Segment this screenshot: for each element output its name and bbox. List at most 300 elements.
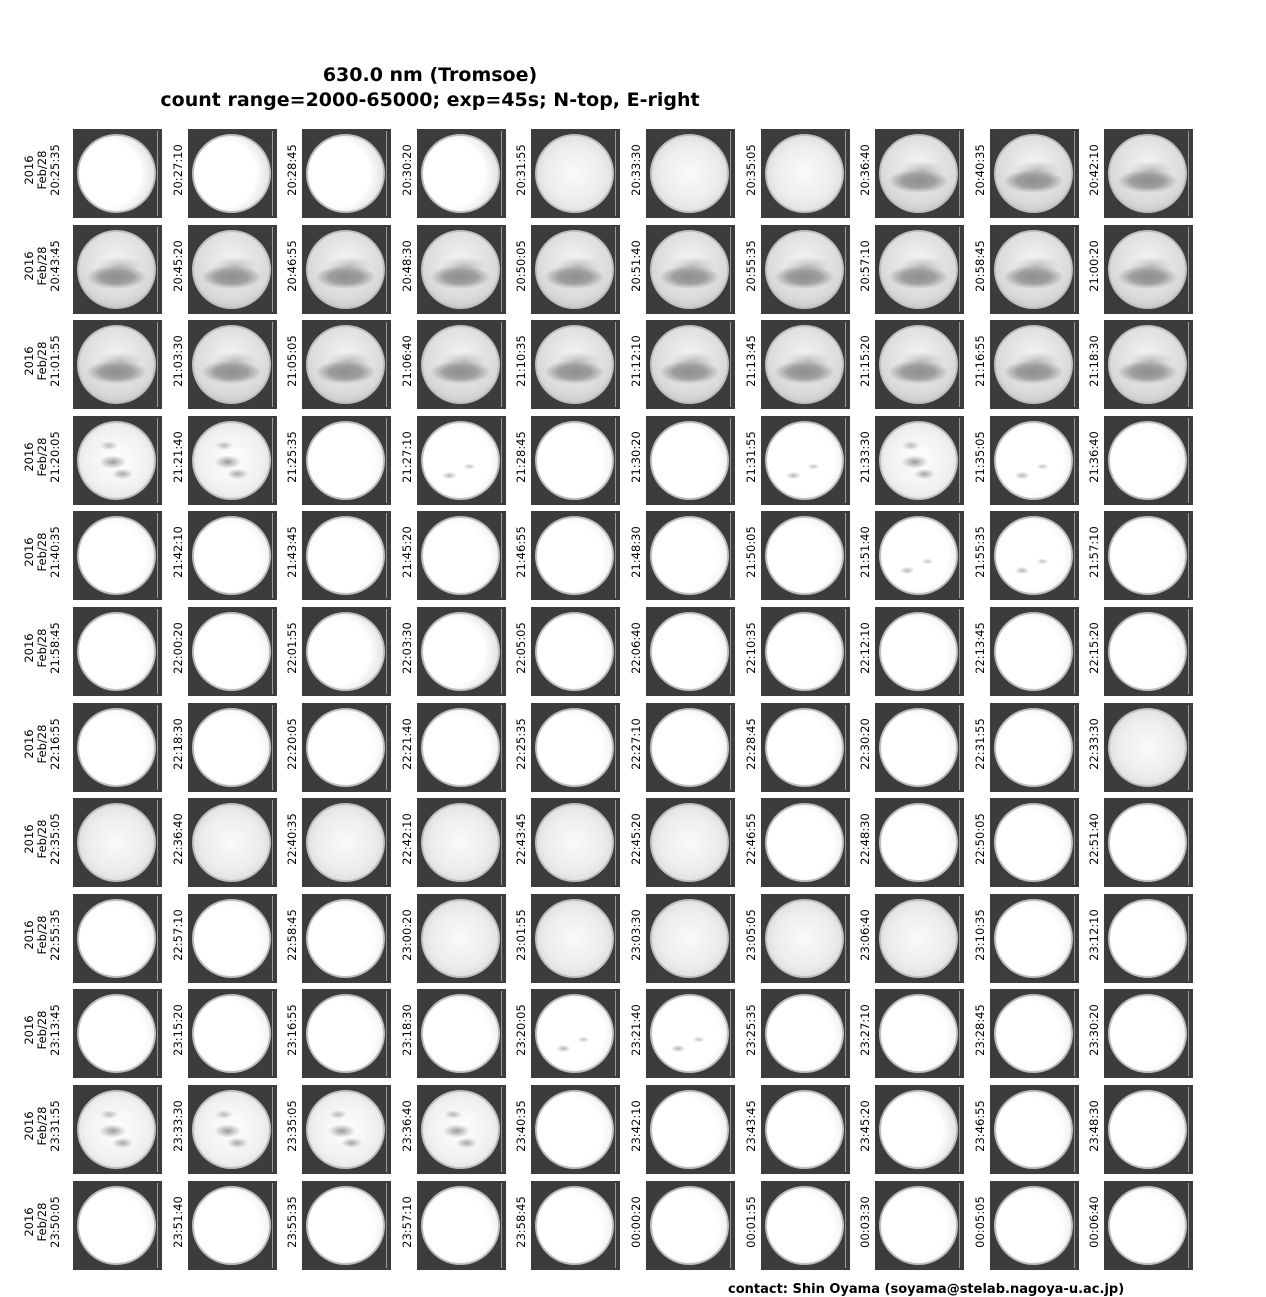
- tile-edge: [959, 1087, 960, 1172]
- tile-edge: [730, 896, 731, 981]
- row-date-time-label: 2016 Feb/28 22:55:35: [22, 909, 62, 961]
- time-label: 21:43:45: [285, 526, 299, 578]
- sky-disc: [1108, 1090, 1187, 1169]
- all-sky-image: [761, 989, 850, 1078]
- sky-disc: [535, 994, 614, 1073]
- all-sky-image: [646, 1085, 735, 1174]
- tile-edge: [157, 800, 158, 885]
- time-label: 21:35:05: [973, 431, 987, 483]
- sky-disc: [306, 1090, 385, 1169]
- time-label: 23:55:35: [285, 1196, 299, 1248]
- tile-edge: [1074, 418, 1075, 503]
- all-sky-image: [875, 1181, 964, 1270]
- tile-edge: [157, 1183, 158, 1268]
- sky-disc: [1108, 899, 1187, 978]
- tile-edge: [501, 609, 502, 694]
- time-label: 00:05:05: [973, 1196, 987, 1248]
- all-sky-image: [1104, 1085, 1193, 1174]
- tile-edge: [615, 513, 616, 598]
- tile-edge: [272, 800, 273, 885]
- time-label: 23:36:40: [400, 1100, 414, 1152]
- tile-edge: [730, 131, 731, 216]
- time-label: 23:01:55: [514, 909, 528, 961]
- sky-disc: [535, 612, 614, 691]
- all-sky-image: [302, 703, 391, 792]
- time-label: 22:36:40: [171, 813, 185, 865]
- sky-disc: [1108, 421, 1187, 500]
- time-label: 22:12:10: [858, 622, 872, 674]
- sky-disc: [192, 1186, 271, 1265]
- tile-edge: [501, 322, 502, 407]
- tile-edge: [272, 1087, 273, 1172]
- sky-disc: [535, 325, 614, 404]
- sky-disc: [535, 230, 614, 309]
- time-label: 21:50:05: [744, 526, 758, 578]
- all-sky-image: [73, 225, 162, 314]
- time-label: 22:58:45: [285, 909, 299, 961]
- all-sky-image: [73, 416, 162, 505]
- sky-disc: [994, 1090, 1073, 1169]
- time-label: 22:00:20: [171, 622, 185, 674]
- all-sky-image: [531, 511, 620, 600]
- time-label: 22:27:10: [629, 718, 643, 770]
- sky-disc: [650, 516, 729, 595]
- all-sky-image: [646, 129, 735, 218]
- all-sky-image: [875, 798, 964, 887]
- tile-edge: [959, 227, 960, 312]
- tile-edge: [1188, 418, 1189, 503]
- tile-edge: [1074, 322, 1075, 407]
- time-label: 21:57:10: [1087, 526, 1101, 578]
- sky-disc: [765, 516, 844, 595]
- tile-edge: [615, 131, 616, 216]
- tile-edge: [959, 896, 960, 981]
- time-label: 23:21:40: [629, 1004, 643, 1056]
- row-date-time-label: 2016 Feb/28 23:50:05: [22, 1196, 62, 1248]
- sky-disc: [650, 230, 729, 309]
- sky-disc: [306, 994, 385, 1073]
- sky-disc: [421, 421, 500, 500]
- sky-disc: [765, 803, 844, 882]
- all-sky-image: [646, 894, 735, 983]
- all-sky-image: [531, 1181, 620, 1270]
- tile-edge: [845, 227, 846, 312]
- tile-edge: [1074, 227, 1075, 312]
- all-sky-image: [1104, 225, 1193, 314]
- tile-edge: [1074, 800, 1075, 885]
- sky-disc: [879, 899, 958, 978]
- tile-edge: [272, 322, 273, 407]
- tile-edge: [272, 609, 273, 694]
- all-sky-image: [417, 703, 506, 792]
- time-label: 21:30:20: [629, 431, 643, 483]
- all-sky-image: [646, 320, 735, 409]
- all-sky-image: [302, 798, 391, 887]
- all-sky-image: [990, 607, 1079, 696]
- all-sky-image: [646, 798, 735, 887]
- sky-disc: [77, 516, 156, 595]
- all-sky-image: [1104, 703, 1193, 792]
- sky-disc: [650, 134, 729, 213]
- time-label: 22:21:40: [400, 718, 414, 770]
- tile-edge: [959, 513, 960, 598]
- tile-edge: [1074, 609, 1075, 694]
- time-label: 00:03:30: [858, 1196, 872, 1248]
- all-sky-image: [417, 225, 506, 314]
- time-label: 23:10:35: [973, 909, 987, 961]
- sky-disc: [879, 612, 958, 691]
- time-label: 21:33:30: [858, 431, 872, 483]
- tile-edge: [615, 1087, 616, 1172]
- sky-disc: [306, 1186, 385, 1265]
- sky-disc: [994, 1186, 1073, 1265]
- sky-disc: [306, 516, 385, 595]
- sky-disc: [421, 994, 500, 1073]
- all-sky-image: [1104, 894, 1193, 983]
- all-sky-image: [302, 129, 391, 218]
- time-label: 20:30:20: [400, 144, 414, 196]
- all-sky-image: [990, 511, 1079, 600]
- all-sky-image: [73, 607, 162, 696]
- sky-disc: [192, 325, 271, 404]
- sky-disc: [535, 803, 614, 882]
- sky-disc: [421, 899, 500, 978]
- all-sky-image: [1104, 989, 1193, 1078]
- all-sky-image: [646, 511, 735, 600]
- all-sky-image: [417, 320, 506, 409]
- sky-disc: [879, 421, 958, 500]
- time-label: 23:51:40: [171, 1196, 185, 1248]
- row-date-time-label: 2016 Feb/28 21:01:55: [22, 335, 62, 387]
- all-sky-image: [531, 129, 620, 218]
- tile-edge: [386, 227, 387, 312]
- all-sky-image: [302, 1181, 391, 1270]
- sky-disc: [1108, 516, 1187, 595]
- all-sky-image: [875, 416, 964, 505]
- tile-edge: [845, 322, 846, 407]
- all-sky-image: [875, 607, 964, 696]
- sky-disc: [765, 994, 844, 1073]
- all-sky-image: [417, 989, 506, 1078]
- all-sky-image: [761, 225, 850, 314]
- all-sky-image: [1104, 607, 1193, 696]
- tile-edge: [386, 705, 387, 790]
- all-sky-image: [73, 703, 162, 792]
- all-sky-image: [531, 1085, 620, 1174]
- time-label: 21:10:35: [514, 335, 528, 387]
- sky-disc: [1108, 230, 1187, 309]
- tile-edge: [730, 705, 731, 790]
- time-label: 21:13:45: [744, 335, 758, 387]
- time-label: 23:16:55: [285, 1004, 299, 1056]
- all-sky-image: [990, 1181, 1079, 1270]
- all-sky-image: [417, 894, 506, 983]
- sky-disc: [1108, 134, 1187, 213]
- row-date-time-label: 2016 Feb/28 21:58:45: [22, 622, 62, 674]
- tile-edge: [730, 322, 731, 407]
- all-sky-image: [188, 1181, 277, 1270]
- tile-edge: [615, 800, 616, 885]
- sky-disc: [765, 708, 844, 787]
- all-sky-image: [188, 320, 277, 409]
- all-sky-image: [761, 1085, 850, 1174]
- tile-edge: [272, 513, 273, 598]
- contact-credit: contact: Shin Oyama (soyama@stelab.nagoya-u.ac.jp): [728, 1282, 1125, 1297]
- tile-edge: [615, 705, 616, 790]
- time-label: 22:10:35: [744, 622, 758, 674]
- tile-edge: [501, 418, 502, 503]
- sky-disc: [192, 230, 271, 309]
- all-sky-image: [990, 894, 1079, 983]
- sky-disc: [650, 612, 729, 691]
- tile-edge: [386, 896, 387, 981]
- time-label: 22:45:20: [629, 813, 643, 865]
- sky-disc: [994, 708, 1073, 787]
- all-sky-image: [302, 225, 391, 314]
- all-sky-image: [1104, 416, 1193, 505]
- all-sky-image: [761, 511, 850, 600]
- tile-edge: [959, 991, 960, 1076]
- all-sky-image: [761, 798, 850, 887]
- time-label: 21:03:30: [171, 335, 185, 387]
- sky-disc: [77, 325, 156, 404]
- time-label: 22:18:30: [171, 718, 185, 770]
- time-label: 23:57:10: [400, 1196, 414, 1248]
- tile-edge: [1188, 896, 1189, 981]
- all-sky-image: [875, 129, 964, 218]
- time-label: 21:00:20: [1087, 240, 1101, 292]
- time-label: 23:25:35: [744, 1004, 758, 1056]
- time-label: 23:12:10: [1087, 909, 1101, 961]
- tile-edge: [157, 705, 158, 790]
- tile-edge: [730, 513, 731, 598]
- tile-edge: [272, 896, 273, 981]
- sky-disc: [306, 612, 385, 691]
- time-label: 23:30:20: [1087, 1004, 1101, 1056]
- tile-edge: [501, 991, 502, 1076]
- all-sky-image: [531, 989, 620, 1078]
- tile-edge: [1188, 800, 1189, 885]
- all-sky-image: [73, 798, 162, 887]
- time-label: 22:05:05: [514, 622, 528, 674]
- all-sky-image: [761, 894, 850, 983]
- sky-disc: [535, 1090, 614, 1169]
- sky-disc: [994, 899, 1073, 978]
- all-sky-image: [188, 129, 277, 218]
- time-label: 20:28:45: [285, 144, 299, 196]
- sky-disc: [650, 1090, 729, 1169]
- tile-edge: [501, 705, 502, 790]
- tile-edge: [730, 609, 731, 694]
- all-sky-image: [417, 607, 506, 696]
- time-label: 21:31:55: [744, 431, 758, 483]
- all-sky-image: [646, 225, 735, 314]
- sky-disc: [421, 134, 500, 213]
- time-label: 20:45:20: [171, 240, 185, 292]
- time-label: 21:48:30: [629, 526, 643, 578]
- all-sky-image: [990, 798, 1079, 887]
- all-sky-image: [531, 703, 620, 792]
- sky-disc: [421, 1090, 500, 1169]
- tile-edge: [730, 800, 731, 885]
- sky-disc: [421, 1186, 500, 1265]
- sky-disc: [421, 516, 500, 595]
- sky-disc: [77, 803, 156, 882]
- tile-edge: [845, 896, 846, 981]
- row-date-time-label: 2016 Feb/28 23:13:45: [22, 1004, 62, 1056]
- tile-edge: [1188, 1087, 1189, 1172]
- all-sky-image: [646, 1181, 735, 1270]
- sky-disc: [535, 1186, 614, 1265]
- sky-disc: [765, 230, 844, 309]
- sky-disc: [1108, 1186, 1187, 1265]
- tile-edge: [845, 991, 846, 1076]
- tile-edge: [730, 227, 731, 312]
- tile-edge: [845, 1183, 846, 1268]
- sky-disc: [77, 708, 156, 787]
- time-label: 00:01:55: [744, 1196, 758, 1248]
- all-sky-image: [761, 703, 850, 792]
- all-sky-image: [875, 703, 964, 792]
- all-sky-image: [73, 320, 162, 409]
- sky-disc: [1108, 708, 1187, 787]
- all-sky-image: [302, 320, 391, 409]
- row-date-time-label: 2016 Feb/28 22:35:05: [22, 813, 62, 865]
- time-label: 20:58:45: [973, 240, 987, 292]
- all-sky-image: [990, 225, 1079, 314]
- tile-edge: [845, 705, 846, 790]
- time-label: 23:40:35: [514, 1100, 528, 1152]
- all-sky-image: [417, 1181, 506, 1270]
- time-label: 21:21:40: [171, 431, 185, 483]
- sky-disc: [994, 325, 1073, 404]
- tile-edge: [845, 418, 846, 503]
- tile-edge: [730, 1087, 731, 1172]
- sky-disc: [306, 899, 385, 978]
- time-label: 23:42:10: [629, 1100, 643, 1152]
- all-sky-image: [531, 320, 620, 409]
- tile-edge: [845, 513, 846, 598]
- time-label: 20:48:30: [400, 240, 414, 292]
- sky-disc: [879, 134, 958, 213]
- tile-edge: [386, 1183, 387, 1268]
- all-sky-image: [875, 989, 964, 1078]
- all-sky-image: [188, 894, 277, 983]
- tile-edge: [959, 131, 960, 216]
- time-label: 20:31:55: [514, 144, 528, 196]
- time-label: 23:00:20: [400, 909, 414, 961]
- tile-edge: [730, 1183, 731, 1268]
- time-label: 20:33:30: [629, 144, 643, 196]
- time-label: 00:06:40: [1087, 1196, 1101, 1248]
- time-label: 20:55:35: [744, 240, 758, 292]
- sky-disc: [306, 230, 385, 309]
- tile-edge: [501, 1183, 502, 1268]
- all-sky-image: [73, 511, 162, 600]
- tile-edge: [1188, 1183, 1189, 1268]
- all-sky-image: [1104, 798, 1193, 887]
- time-label: 22:57:10: [171, 909, 185, 961]
- sky-disc: [77, 134, 156, 213]
- sky-disc: [306, 325, 385, 404]
- sky-disc: [650, 325, 729, 404]
- sky-disc: [765, 1090, 844, 1169]
- time-label: 23:28:45: [973, 1004, 987, 1056]
- all-sky-image: [531, 798, 620, 887]
- time-label: 23:05:05: [744, 909, 758, 961]
- row-date-time-label: 2016 Feb/28 21:40:35: [22, 526, 62, 578]
- all-sky-image: [990, 416, 1079, 505]
- sky-disc: [192, 708, 271, 787]
- all-sky-image: [188, 607, 277, 696]
- tile-edge: [1188, 513, 1189, 598]
- time-label: 23:18:30: [400, 1004, 414, 1056]
- all-sky-image: [990, 129, 1079, 218]
- sky-disc: [879, 803, 958, 882]
- tile-edge: [1188, 991, 1189, 1076]
- all-sky-image: [188, 511, 277, 600]
- all-sky-image: [188, 798, 277, 887]
- tile-edge: [272, 991, 273, 1076]
- tile-edge: [501, 800, 502, 885]
- time-label: 21:16:55: [973, 335, 987, 387]
- all-sky-image: [73, 129, 162, 218]
- time-label: 23:20:05: [514, 1004, 528, 1056]
- tile-edge: [157, 322, 158, 407]
- tile-edge: [501, 513, 502, 598]
- tile-edge: [1074, 896, 1075, 981]
- sky-disc: [77, 994, 156, 1073]
- time-label: 22:40:35: [285, 813, 299, 865]
- sky-disc: [535, 899, 614, 978]
- time-label: 22:50:05: [973, 813, 987, 865]
- all-sky-image: [417, 1085, 506, 1174]
- time-label: 21:18:30: [1087, 335, 1101, 387]
- time-label: 21:45:20: [400, 526, 414, 578]
- time-label: 22:06:40: [629, 622, 643, 674]
- time-label: 20:50:05: [514, 240, 528, 292]
- tile-edge: [1188, 705, 1189, 790]
- sky-disc: [765, 612, 844, 691]
- sky-disc: [879, 230, 958, 309]
- all-sky-image: [1104, 129, 1193, 218]
- sky-disc: [421, 612, 500, 691]
- tile-edge: [615, 418, 616, 503]
- all-sky-image: [646, 989, 735, 1078]
- all-sky-image: [188, 416, 277, 505]
- tile-edge: [157, 1087, 158, 1172]
- all-sky-image: [990, 320, 1079, 409]
- tile-edge: [272, 131, 273, 216]
- row-date-time-label: 2016 Feb/28 23:31:55: [22, 1100, 62, 1152]
- tile-edge: [615, 322, 616, 407]
- time-label: 22:15:20: [1087, 622, 1101, 674]
- sky-disc: [1108, 803, 1187, 882]
- time-label: 00:00:20: [629, 1196, 643, 1248]
- time-label: 23:43:45: [744, 1100, 758, 1152]
- sky-disc: [879, 1186, 958, 1265]
- sky-disc: [994, 994, 1073, 1073]
- all-sky-image: [1104, 511, 1193, 600]
- row-date-time-label: 2016 Feb/28 20:25:35: [22, 144, 62, 196]
- sky-disc: [77, 421, 156, 500]
- all-sky-image: [990, 1085, 1079, 1174]
- all-sky-image: [73, 894, 162, 983]
- time-label: 22:01:55: [285, 622, 299, 674]
- all-sky-image: [302, 1085, 391, 1174]
- tile-edge: [1188, 227, 1189, 312]
- sky-disc: [879, 708, 958, 787]
